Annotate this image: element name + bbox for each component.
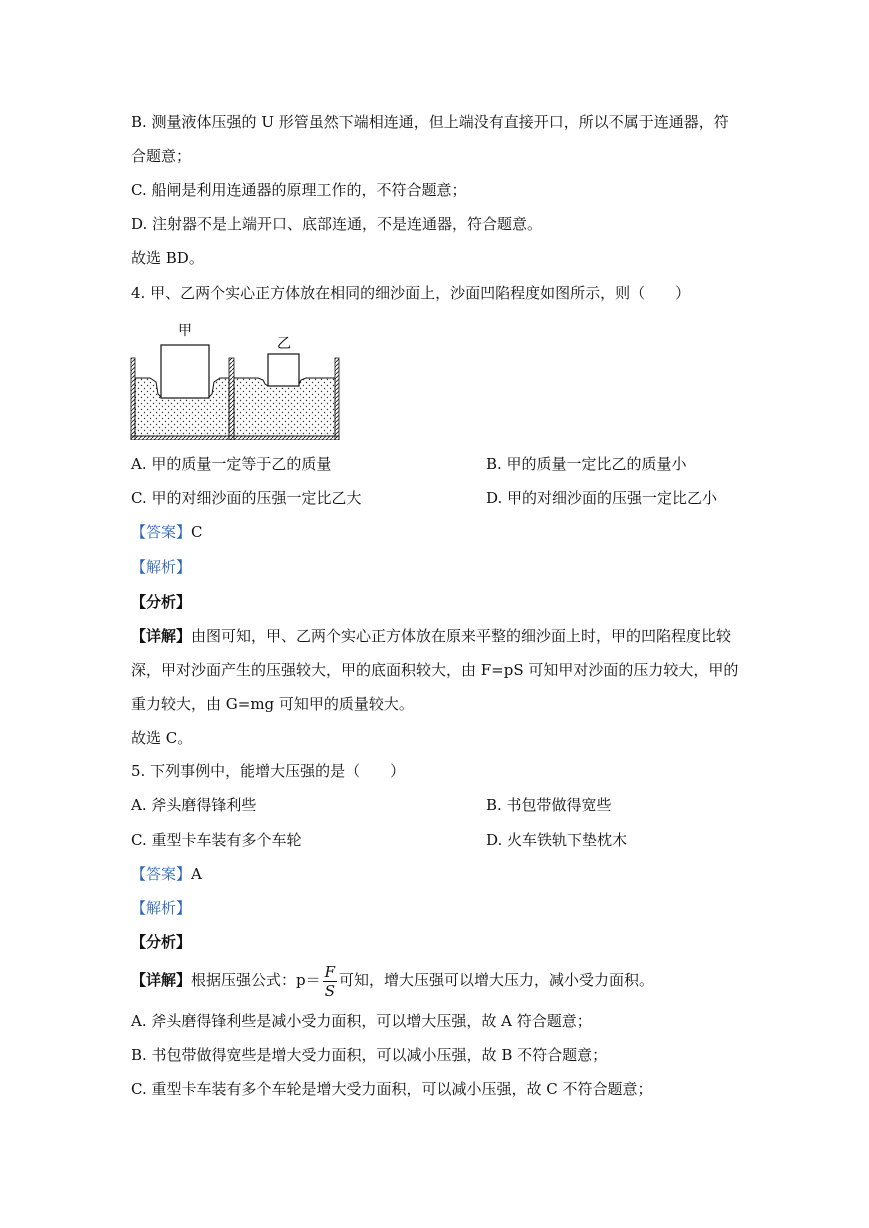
- q5-option-b: B. 书包带做得宽些: [486, 796, 612, 814]
- answer-value: C: [191, 523, 203, 541]
- q5-detail-formula-line: [131, 960, 654, 1000]
- fraction-denominator: S: [324, 981, 335, 1000]
- q5-explain-a: A. 斧头磨得锋利些是减小受力面积，可以增大压强，故 A 符合题意；: [131, 1012, 592, 1030]
- right-wall: [335, 358, 339, 440]
- middle-wall: [229, 358, 234, 440]
- q4-jiexi-tag: 【解析】: [131, 558, 192, 576]
- left-wall: [131, 358, 135, 440]
- q4-option-d: D. 甲的对细沙面的压强一定比乙小: [486, 489, 718, 507]
- q5-explain-b: B. 书包带做得宽些是增大受力面积，可以减小压强，故 B 不符合题意；: [131, 1046, 608, 1064]
- text-line: C. 船闸是利用连通器的原理工作的，不符合题意；: [131, 181, 467, 199]
- text-line: 合题意；: [131, 147, 192, 165]
- question-4-stem: 4. 甲、乙两个实心正方体放在相同的细沙面上，沙面凹陷程度如图所示，则（ ）: [131, 284, 691, 302]
- q4-fenxi-tag: 【分析】: [131, 593, 192, 611]
- detail-tag: 【详解】: [131, 971, 192, 989]
- q5-jiexi-tag: 【解析】: [131, 899, 192, 917]
- text-line: D. 注射器不是上端开口、底部连通，不是连通器，符合题意。: [131, 215, 543, 233]
- q4-choose: 故选 C。: [131, 729, 193, 747]
- q5-fenxi-tag: 【分析】: [131, 933, 192, 951]
- q4-option-c: C. 甲的对细沙面的压强一定比乙大: [131, 489, 362, 507]
- text-line: 故选 BD。: [131, 249, 204, 267]
- q4-option-b: B. 甲的质量一定比乙的质量小: [486, 455, 687, 473]
- q5-option-d: D. 火车铁轨下垫枕木: [486, 831, 628, 849]
- q4-detail-line-2: 深，甲对沙面产生的压强较大，甲的底面积较大，由 F=pS 可知甲对沙面的压力较大，甲的: [131, 661, 739, 679]
- text-line: B. 测量液体压强的 U 形管虽然下端相连通，但上端没有直接开口，所以不属于连通器，符: [131, 113, 729, 131]
- pressure-fraction: [323, 963, 337, 1000]
- q5-option-a: A. 斧头磨得锋利些: [131, 796, 257, 814]
- sand-container-figure: [128, 318, 344, 440]
- detail-tag: 【详解】: [131, 627, 192, 645]
- q4-option-a: A. 甲的质量一定等于乙的质量: [131, 455, 332, 473]
- q4-answer: [131, 522, 203, 542]
- q5-answer: [131, 864, 202, 884]
- fraction-numerator: F: [324, 962, 336, 981]
- cube-jia: [161, 345, 209, 398]
- q5-option-c: C. 重型卡车装有多个车轮: [131, 831, 302, 849]
- answer-tag: 【答案】: [131, 865, 192, 883]
- label-jia: 甲: [178, 323, 192, 339]
- detail-pre: 根据压强公式：p＝: [191, 971, 321, 989]
- answer-tag: 【答案】: [131, 523, 192, 541]
- detail-post: 可知，增大压强可以增大压力，减小受力面积。: [339, 971, 655, 989]
- question-5-stem: 5. 下列事例中，能增大压强的是（ ）: [131, 762, 406, 780]
- q5-explain-c: C. 重型卡车装有多个车轮是增大受力面积，可以减小压强，故 C 不符合题意；: [131, 1080, 653, 1098]
- right-sand: [234, 378, 335, 436]
- cube-yi: [268, 354, 299, 386]
- q4-detail-line-3: 重力较大，由 G=mg 可知甲的质量较大。: [131, 695, 414, 713]
- container-bottom: [131, 436, 339, 440]
- answer-value: A: [191, 865, 202, 883]
- detail-text: 由图可知，甲、乙两个实心正方体放在原来平整的细沙面上时，甲的凹陷程度比较: [191, 627, 732, 645]
- q4-detail-line-1: [131, 626, 731, 646]
- label-yi: 乙: [277, 336, 291, 352]
